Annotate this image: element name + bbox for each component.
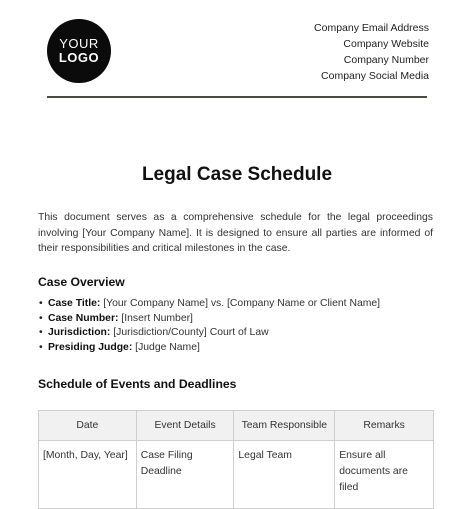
jurisdiction-label: Jurisdiction:: [48, 327, 111, 338]
case-title-label: Case Title:: [48, 298, 101, 309]
company-email: Company Email Address: [314, 22, 429, 34]
table-header-row: [39, 411, 434, 441]
case-number-value: [Insert Number]: [118, 312, 193, 324]
cell-team-responsible: Legal Team: [234, 441, 335, 509]
list-item-case-title: [48, 297, 380, 312]
column-header-team-responsible: Team Responsible: [234, 411, 335, 441]
case-title-value: [Your Company Name] vs. [Company Name or Client Name]: [100, 298, 381, 309]
logo-line-2: LOGO: [58, 50, 100, 65]
logo-line-1: YOUR: [59, 36, 99, 52]
presiding-judge-label: Presiding Judge:: [48, 341, 133, 353]
list-item-jurisdiction: [48, 326, 380, 341]
header-divider: [47, 96, 427, 98]
cell-remarks: Ensure all documents are filed: [335, 441, 434, 509]
company-contact-block: [314, 20, 429, 84]
schedule-table: [38, 410, 434, 509]
schedule-heading: Schedule of Events and Deadlines: [38, 377, 237, 391]
case-overview-heading: Case Overview: [38, 275, 125, 289]
document-title: Legal Case Schedule: [141, 164, 333, 185]
company-number: Company Number: [343, 54, 429, 66]
intro-paragraph: This document serves as a comprehensive schedule for the legal proceedings involving [Your Company Name]. It is designed to ensure all parties are informed of their responsibilities and critical milestones in the case.: [38, 212, 433, 254]
column-header-event-details: Event Details: [136, 411, 234, 441]
company-social-media: Company Social Media: [321, 70, 429, 82]
jurisdiction-value: [Jurisdiction/County] Court of Law: [110, 327, 269, 338]
table-row: [39, 441, 434, 509]
presiding-judge-value: [Judge Name]: [132, 341, 200, 353]
cell-event-details: Case Filing Deadline: [136, 441, 234, 509]
list-item-case-number: [48, 312, 380, 327]
column-header-remarks: Remarks: [335, 411, 434, 441]
case-overview-list: [38, 297, 380, 355]
case-number-label: Case Number:: [48, 312, 119, 324]
company-logo: [47, 19, 111, 83]
list-item-presiding-judge: [48, 341, 380, 356]
company-website: Company Website: [343, 38, 429, 50]
column-header-date: Date: [39, 411, 137, 441]
cell-date: [Month, Day, Year]: [39, 441, 137, 509]
